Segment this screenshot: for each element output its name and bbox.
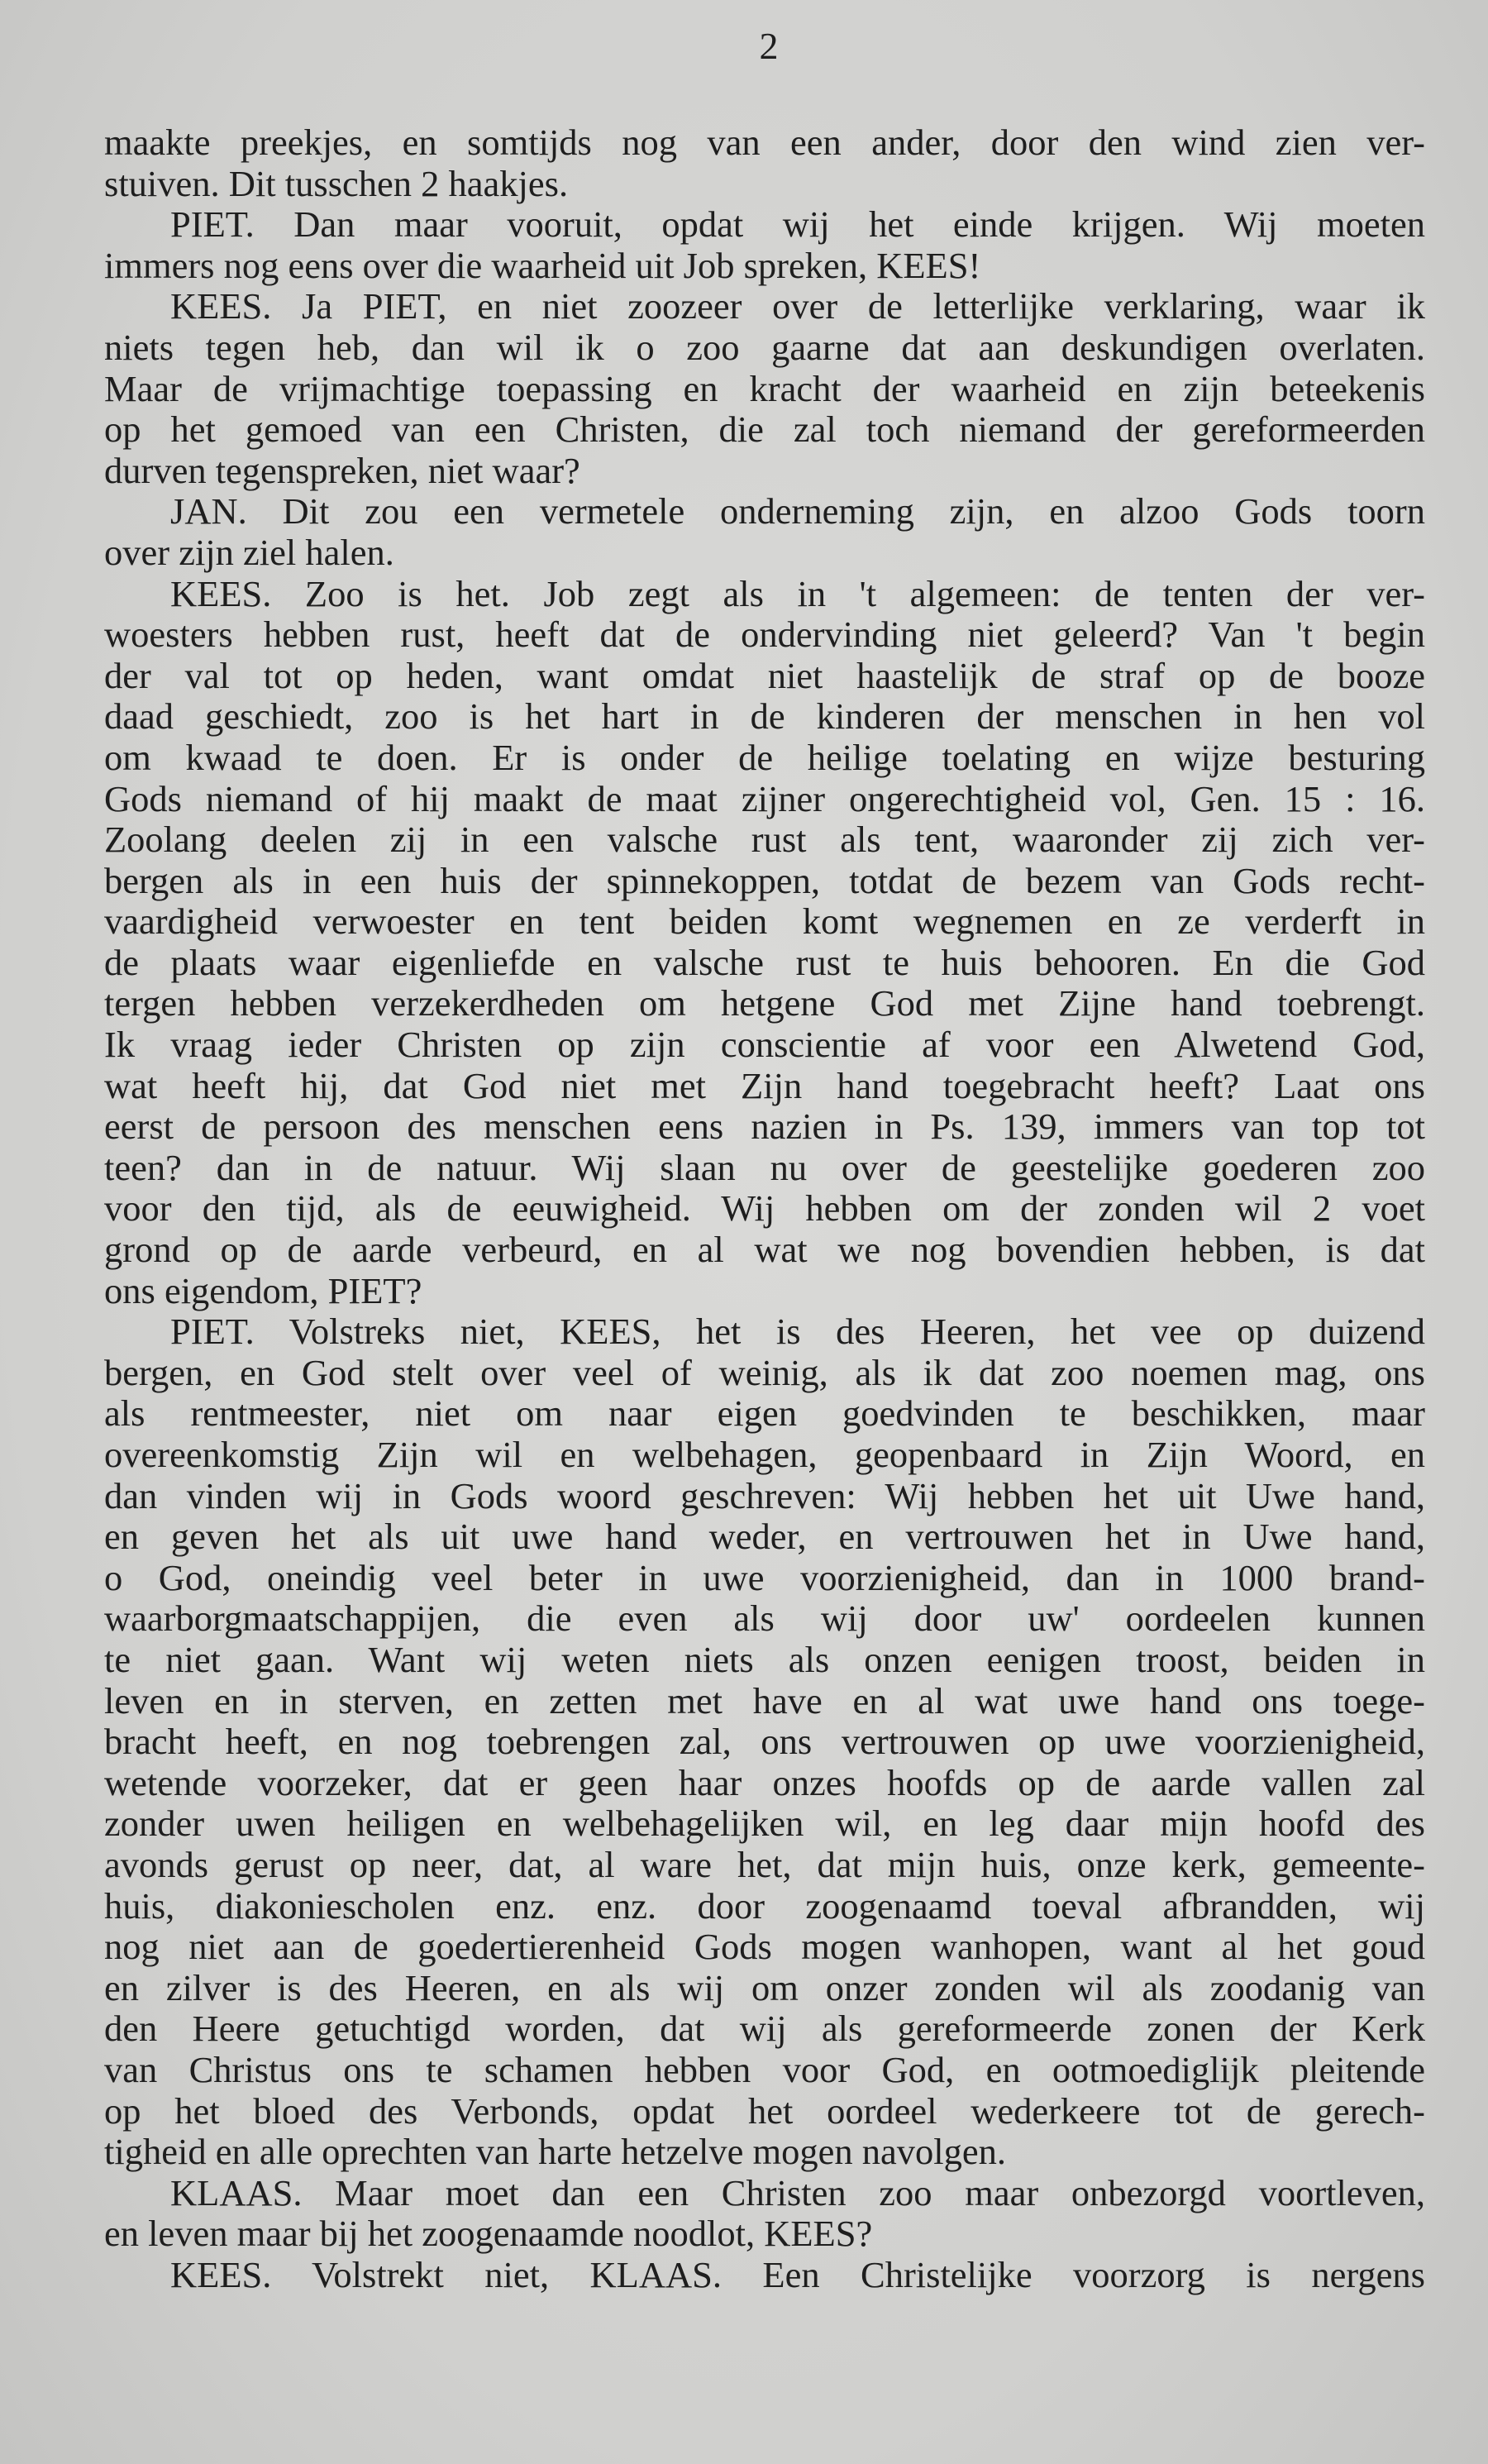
- text-line: zonder uwen heiligen en welbehagelijken wil, en leg daar mijn hoofd des: [104, 1803, 1425, 1845]
- text-line: PIET. Volstreks niet, KEES, het is des Heeren, het vee op duizend: [170, 1311, 1425, 1353]
- text-line: den Heere getuchtigd worden, dat wij als gereformeerde zonen der Kerk: [104, 2008, 1425, 2050]
- text-line: wetende voorzeker, dat er geen haar onzes hoofds op de aarde vallen zal: [104, 1761, 1425, 1803]
- text-line: avonds gerust op neer, dat, al ware het, dat mijn huis, onze kerk, gemeente-: [104, 1843, 1425, 1885]
- text-line: PIET. Dan maar vooruit, opdat wij het einde krijgen. Wij moeten: [170, 203, 1425, 246]
- text-line: JAN. Dit zou een vermetele onderneming zijn, en alzoo Gods toorn: [170, 490, 1425, 532]
- text-line: van Christus ons te schamen hebben voor God, en ootmoediglijk pleitende: [104, 2048, 1425, 2090]
- text-line: durven tegenspreken, niet waar?: [104, 449, 580, 491]
- text-line: Zoolang deelen zij in een valsche rust als tent, waaronder zij zich ver-: [104, 819, 1425, 861]
- text-line: en zilver is des Heeren, en als wij om onzer zonden wil als zoodanig van: [104, 1966, 1425, 2008]
- text-line: grond op de aarde verbeurd, en al wat we nog bovendien hebben, is dat: [104, 1229, 1425, 1271]
- text-line: om kwaad te doen. Er is onder de heilige toelating en wijze besturing: [104, 736, 1425, 778]
- text-line: te niet gaan. Want wij weten niets als onzen eenigen troost, beiden in: [104, 1638, 1425, 1680]
- text-line: woesters hebben rust, heeft dat de ondervinding niet geleerd? Van 't begin: [104, 614, 1425, 656]
- text-line: KLAAS. Maar moet dan een Christen zoo maar onbezorgd voortleven,: [170, 2171, 1425, 2213]
- text-line: en geven het als uit uwe hand weder, en vertrouwen het in Uwe hand,: [104, 1516, 1425, 1558]
- text-line: eerst de persoon des menschen eens nazien in Ps. 139, immers van top tot: [104, 1105, 1425, 1148]
- text-line: de plaats waar eigenliefde en valsche rust te huis behooren. En die God: [104, 941, 1425, 983]
- text-line: huis, diakoniescholen enz. enz. door zoogenaamd toeval afbrandden, wij: [104, 1884, 1425, 1927]
- text-line: der val tot op heden, want omdat niet haastelijk de straf op de booze: [104, 654, 1425, 696]
- page-number: 2: [759, 25, 779, 67]
- body-text: [104, 122, 1425, 2295]
- text-line: en leven maar bij het zoogenaamde noodlot, KEES?: [104, 2213, 873, 2255]
- text-line: voor den tijd, als de eeuwigheid. Wij hebben om der zonden wil 2 voet: [104, 1187, 1425, 1230]
- text-line: teen? dan in de natuur. Wij slaan nu over de geestelijke goederen zoo: [104, 1146, 1425, 1188]
- text-line: vaardigheid verwoester en tent beiden komt wegnemen en ze verderft in: [104, 900, 1425, 943]
- text-line: als rentmeester, niet om naar eigen goedvinden te beschikken, maar: [104, 1392, 1425, 1435]
- text-line: o God, oneindig veel beter in uwe voorzienigheid, dan in 1000 brand-: [104, 1556, 1425, 1598]
- text-line: KEES. Zoo is het. Job zegt als in 't algemeen: de tenten der ver-: [170, 572, 1425, 614]
- text-line: bergen als in een huis der spinnekoppen, totdat de bezem van Gods recht-: [104, 859, 1425, 901]
- text-line: leven en in sterven, en zetten met have en al wat uwe hand ons toege-: [104, 1679, 1425, 1721]
- text-line: Ik vraag ieder Christen op zijn conscientie af voor een Alwetend God,: [104, 1024, 1425, 1066]
- text-line: waarborgmaatschappijen, die even als wij door uw' oordeelen kunnen: [104, 1597, 1425, 1640]
- text-line: bergen, en God stelt over veel of weinig, als ik dat zoo noemen mag, ons: [104, 1351, 1425, 1393]
- text-line: Maar de vrijmachtige toepassing en kracht der waarheid en zijn beteekenis: [104, 367, 1425, 409]
- text-line: KEES. Ja PIET, en niet zoozeer over de letterlijke verklaring, waar ik: [170, 285, 1425, 327]
- text-line: niets tegen heb, dan wil ik o zoo gaarne dat aan deskundigen overlaten.: [104, 326, 1425, 368]
- text-line: nog niet aan de goedertierenheid Gods mogen wanhopen, want al het goud: [104, 1926, 1425, 1968]
- text-line: Gods niemand of hij maakt de maat zijner ongerechtigheid vol, Gen. 15 : 16.: [104, 777, 1425, 819]
- text-line: ons eigendom, PIET?: [104, 1269, 422, 1311]
- text-line: KEES. Volstrekt niet, KLAAS. Een Christelijke voorzorg is nergens: [170, 2253, 1425, 2295]
- text-line: op het gemoed van een Christen, die zal toch niemand der gereformeerden: [104, 408, 1425, 451]
- text-line: tigheid en alle oprechten van harte hetzelve mogen navolgen.: [104, 2131, 1007, 2173]
- text-line: op het bloed des Verbonds, opdat het oordeel wederkeere tot de gerech-: [104, 2089, 1425, 2132]
- text-line: tergen hebben verzekerdheden om hetgene God met Zijne hand toebrengt.: [104, 982, 1425, 1024]
- text-line: daad geschiedt, zoo is het hart in de kinderen der menschen in hen vol: [104, 695, 1425, 738]
- text-line: overeenkomstig Zijn wil en welbehagen, geopenbaard in Zijn Woord, en: [104, 1434, 1425, 1475]
- text-line: immers nog eens over die waarheid uit Job spreken, KEES!: [104, 244, 981, 286]
- text-line: over zijn ziel halen.: [104, 531, 394, 573]
- text-line: stuiven. Dit tusschen 2 haakjes.: [104, 162, 569, 204]
- text-line: maakte preekjes, en somtijds nog van een ander, door den wind zien ver-: [104, 122, 1425, 163]
- text-line: wat heeft hij, dat God niet met Zijn hand toegebracht heeft? Laat ons: [104, 1064, 1425, 1106]
- text-line: dan vinden wij in Gods woord geschreven: Wij hebben het uit Uwe hand,: [104, 1474, 1425, 1516]
- text-line: bracht heeft, en nog toebrengen zal, ons vertrouwen op uwe voorzienigheid,: [104, 1721, 1425, 1763]
